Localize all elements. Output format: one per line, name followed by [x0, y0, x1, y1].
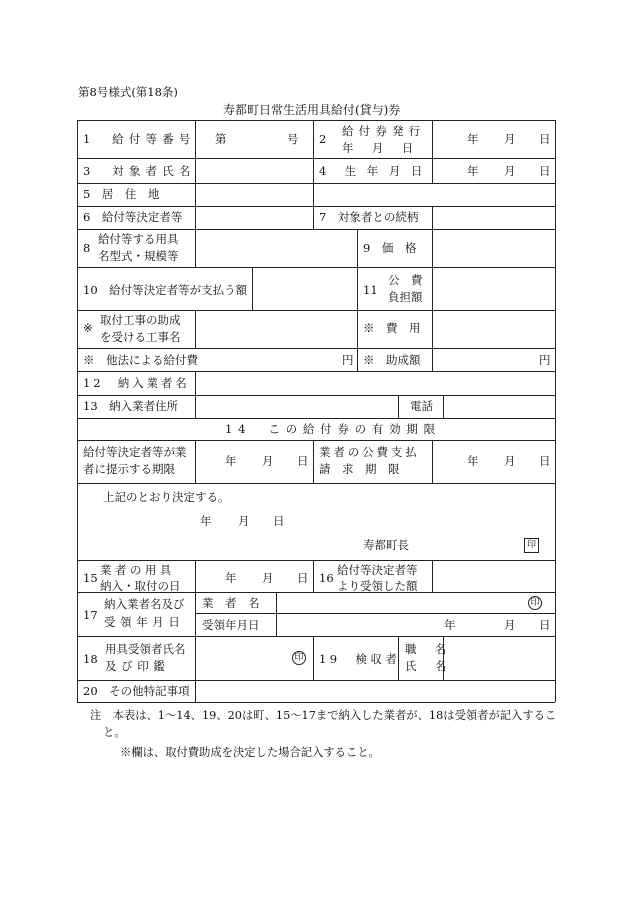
- field-label-inspector-name: 氏 名: [405, 659, 450, 673]
- field-label-installation-work-a: 取付工事の助成: [100, 313, 181, 327]
- field-num-delivery-date: 15: [83, 571, 98, 585]
- receipt-date-year: 年: [444, 618, 456, 632]
- claim-deadline-year: 年: [467, 454, 479, 468]
- present-deadline-month: 月: [262, 454, 274, 468]
- delivery-date-day: 日: [297, 571, 309, 585]
- field-label-vendor-name-sub: 業 者 名: [202, 596, 260, 610]
- issue-date-month: 月: [504, 132, 516, 146]
- field-num-recipient-signature: 18: [83, 652, 98, 666]
- birthdate-month: 月: [504, 164, 516, 178]
- claim-deadline-month: 月: [504, 454, 516, 468]
- mayor-title: 寿都町長: [363, 538, 409, 552]
- receipt-date-month: 月: [504, 618, 516, 632]
- decision-date-year: 年: [200, 514, 212, 528]
- birthdate-day: 日: [539, 164, 551, 178]
- field-label-vendor-address: 13 納入業者住所: [83, 399, 179, 413]
- recipient-seal-icon: 印: [292, 651, 306, 665]
- field-label-inspector-title: 職 名: [405, 642, 450, 656]
- field-label-address: 5 居 住 地: [83, 187, 160, 201]
- field-label-received-amount-b: より受領した額: [337, 579, 418, 593]
- field-label-payment-by-decision-maker: 10 給付等決定者等が支払う額: [83, 283, 248, 297]
- grant-number-go: 号: [287, 132, 299, 146]
- field-label-other-law-benefit: ※ 他法による給付費: [83, 353, 198, 367]
- issue-date-day: 日: [539, 132, 551, 146]
- birthdate-year: 年: [467, 164, 479, 178]
- other-law-benefit-yen: 円: [342, 353, 354, 367]
- field-label-present-deadline-b: 者に提示する期限: [83, 462, 175, 476]
- claim-deadline-day: 日: [539, 454, 551, 468]
- field-label-received-amount-a: 給付等決定者等: [337, 563, 418, 577]
- field-label-grant-number: 1 給付等番号: [83, 132, 196, 146]
- field-label-issue-date-b: 年 月 日: [342, 141, 417, 155]
- field-label-inspector: 19 検収者: [319, 652, 401, 666]
- field-label-claim-deadline-a: 業者の公費支払: [319, 445, 420, 459]
- form-title: 寿都町日常生活用具給付(貸与)券: [223, 103, 401, 117]
- field-label-receipt-date: 受領年月日: [202, 618, 260, 632]
- present-deadline-year: 年: [225, 454, 237, 468]
- field-label-recipient-signature-b: 及び印鑑: [105, 659, 170, 673]
- vendor-seal-icon: 印: [528, 596, 542, 610]
- field-label-vendor-receipt-a: 納入業者名及び: [104, 597, 185, 611]
- note-line-3: ※欄は、取付費助成を決定した場合記入すること。: [120, 746, 380, 759]
- field-label-installation-cost: ※ 費 用: [363, 321, 421, 335]
- field-num-issue-date: 2: [319, 132, 327, 146]
- installation-note-mark: ※: [83, 321, 93, 335]
- grant-number-dai: 第: [215, 132, 227, 146]
- field-label-subsidy-amount: ※ 助成額: [363, 353, 421, 367]
- field-num-vendor-receipt: 17: [83, 608, 98, 622]
- subsidy-amount-yen: 円: [539, 353, 551, 367]
- field-label-vendor-name: 12 納入業者名: [83, 376, 190, 390]
- note-line-1: 注 本表は、1～14、19、20は町、15～17まで納入した業者が、18は受領者が記入するこ: [90, 709, 557, 722]
- field-label-delivery-date-b: 納入・取付の日: [100, 579, 181, 593]
- note-line-2: と。: [103, 726, 126, 739]
- field-label-price: 9 価 格: [363, 241, 417, 255]
- field-label-equipment-b: 名型式・規模等: [98, 249, 179, 263]
- field-label-claim-deadline-b: 請 求 期 限: [319, 462, 400, 476]
- field-label-recipient-signature-a: 用具受領者氏名: [105, 642, 186, 656]
- field-label-phone: 電話: [410, 399, 433, 413]
- issue-date-year: 年: [467, 132, 479, 146]
- field-num-received-amount: 16: [319, 571, 334, 585]
- field-label-decision-maker: 6 給付等決定者等: [83, 210, 183, 224]
- field-label-vendor-receipt-b: 受領年月日: [104, 615, 185, 629]
- field-label-public-cost-b: 負担額: [388, 290, 423, 304]
- field-label-issue-date-a: 給付券発行: [342, 124, 426, 138]
- mayor-seal-icon: 印: [524, 538, 539, 553]
- field-label-relationship: 7 対象者との続柄: [319, 210, 419, 224]
- delivery-date-month: 月: [262, 571, 274, 585]
- decision-statement: 上記のとおり決定する。: [103, 490, 230, 504]
- field-label-birthdate: 4 生 年 月 日: [319, 164, 426, 178]
- form-number-label: 第8号様式(第18条): [78, 85, 178, 99]
- field-label-special-notes: 20 その他特記事項: [83, 684, 190, 698]
- field-label-public-cost-a: 公 費: [388, 273, 423, 287]
- field-num-equipment: 8: [83, 241, 91, 255]
- field-label-delivery-date-a: 業者の用具: [100, 563, 175, 577]
- delivery-date-year: 年: [225, 571, 237, 585]
- field-num-public-cost: 11: [363, 283, 378, 297]
- field-label-installation-work-b: を受ける工事名: [100, 330, 181, 344]
- receipt-date-day: 日: [539, 618, 551, 632]
- field-label-equipment-a: 給付等する用具: [98, 232, 179, 246]
- decision-date-day: 日: [273, 514, 285, 528]
- section-label-validity: 14 この給付券の有効期限: [225, 422, 441, 436]
- present-deadline-day: 日: [297, 454, 309, 468]
- field-label-present-deadline-a: 給付等決定者等が業: [83, 445, 187, 459]
- field-label-recipient-name: 3 対象者氏名: [83, 164, 196, 178]
- decision-date-month: 月: [238, 514, 250, 528]
